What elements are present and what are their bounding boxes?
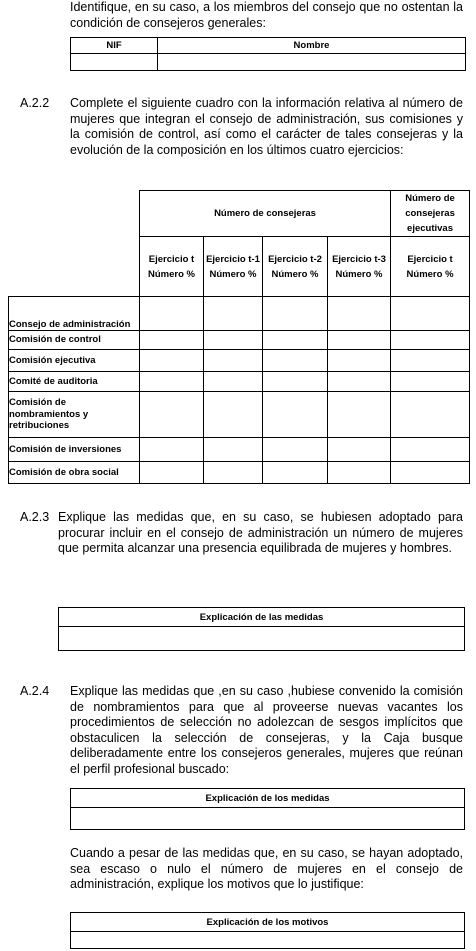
col-ejercicio-t: Ejercicio t Número %: [140, 237, 204, 297]
row-label-control: Comisión de control: [9, 331, 140, 350]
table-cell: [328, 438, 391, 462]
col-exec-ejercicio-t: Ejercicio t Número %: [391, 237, 470, 297]
table-cell: [328, 331, 391, 350]
table-cell: [204, 438, 263, 462]
nombre-header: Nombre: [158, 38, 466, 54]
table-corner: [9, 191, 140, 297]
explicacion-motivos-body: [71, 932, 464, 948]
table-cell: [328, 392, 391, 438]
explicacion-medidas-label: Explicación de las medidas: [59, 608, 464, 627]
a23-paragraph: Explique las medidas que, en su caso, se hubiesen adoptado para procurar incluir en el consejo de administración un número de mujeres que permita alcanzar una presencia equilibrada de mujeres y hombres.: [58, 510, 463, 555]
group-header: Número de consejeras: [140, 191, 391, 237]
table-cell: [204, 350, 263, 372]
explicacion-los-medidas-box: [70, 788, 465, 830]
section-number-a24: A.2.4: [20, 684, 50, 698]
table-cell: [391, 392, 470, 438]
col-ejercicio-t2: Ejercicio t-2 Número %: [263, 237, 328, 297]
section-number-a22: A.2.2: [20, 96, 50, 110]
table-cell: [263, 438, 328, 462]
table-cell: [204, 297, 263, 331]
table-cell: [204, 372, 263, 392]
table-cell: [328, 462, 391, 484]
explicacion-los-medidas-body: [71, 808, 464, 829]
row-label-obra-social: Comisión de obra social: [9, 462, 140, 484]
table-cell: [263, 350, 328, 372]
explicacion-medidas-box: [58, 607, 465, 651]
table-cell: [140, 392, 204, 438]
explicacion-medidas-body: [59, 627, 464, 650]
row-label-ejecutiva: Comisión ejecutiva: [9, 350, 140, 372]
table-cell: [391, 331, 470, 350]
exec-header: Número de consejeras ejecutivas: [391, 191, 470, 237]
row-label-inversiones: Comisión de inversiones: [9, 438, 140, 462]
table-cell: [140, 372, 204, 392]
a22-paragraph: Complete el siguiente cuadro con la información relativa al número de mujeres que integran el consejo de administración, sus comisiones y la comisión de control, así como el carácter de tales consejeras y la evolución de la composición en los últimos cuatro ejercicios:: [70, 96, 463, 157]
table-cell: [391, 350, 470, 372]
table-cell: [204, 462, 263, 484]
table-cell: [204, 331, 263, 350]
col-ejercicio-t3: Ejercicio t-3 Número %: [328, 237, 391, 297]
table-cell: [391, 297, 470, 331]
row-label-consejo: Consejo de administración: [9, 297, 140, 331]
explicacion-motivos-box: [70, 912, 465, 949]
row-label-auditoria: Comité de auditoria: [9, 372, 140, 392]
a24-paragraph: Explique las medidas que ,en su caso ,hubiese convenido la comisión de nombramientos para que al proveerse nuevas vacantes los procedimientos de selección no adolezcan de sesgos implícitos que obstaculicen la selección de consejeras, y la Caja busque deliberadamente entre los consejeros generales, mujeres que reúnan el perfil profesional buscado:: [70, 684, 463, 776]
table-cell: [263, 392, 328, 438]
section-number-a23: A.2.3: [20, 510, 50, 524]
table-cell: [140, 331, 204, 350]
table-cell: [391, 462, 470, 484]
nif-header: NIF: [71, 38, 158, 54]
table-cell: [263, 462, 328, 484]
col-ejercicio-t1: Ejercicio t-1 Número %: [204, 237, 263, 297]
table-cell: [391, 372, 470, 392]
explicacion-los-medidas-label: Explicación de los medidas: [71, 789, 464, 808]
row-label-nombramientos: Comisión de nombramientos y retribuciones: [9, 392, 140, 438]
table-cell: [263, 331, 328, 350]
nombre-cell: [158, 54, 466, 71]
a24-motivos-paragraph: Cuando a pesar de las medidas que, en su caso, se hayan adoptado, sea escaso o nulo el número de mujeres en el consejo de administración, explique los motivos que lo justifique:: [70, 846, 463, 891]
nif-nombre-table: [70, 37, 466, 71]
table-cell: [263, 297, 328, 331]
table-cell: [391, 438, 470, 462]
nif-cell: [71, 54, 158, 71]
table-cell: [263, 372, 328, 392]
table-cell: [204, 392, 263, 438]
table-cell: [140, 462, 204, 484]
women-composition-table: [8, 190, 470, 484]
table-cell: [140, 438, 204, 462]
table-cell: [328, 350, 391, 372]
table-cell: [140, 297, 204, 331]
intro-paragraph: Identifique, en su caso, a los miembros del consejo que no ostentan la condición de consejeros generales:: [70, 0, 463, 30]
table-cell: [328, 372, 391, 392]
explicacion-motivos-label: Explicación de los motivos: [71, 913, 464, 932]
table-cell: [328, 297, 391, 331]
table-cell: [140, 350, 204, 372]
